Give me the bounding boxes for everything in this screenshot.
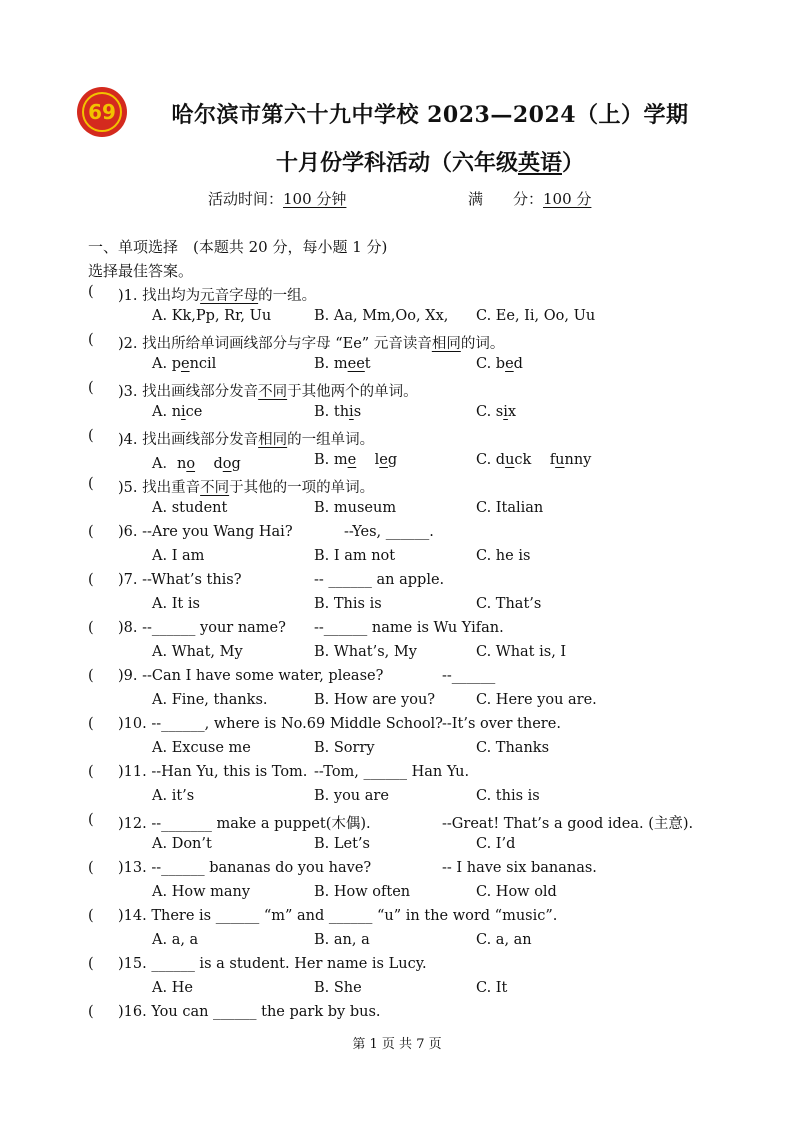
option-a[interactable]: A. Kk,Pp, Rr, Uu: [152, 308, 272, 324]
option-a[interactable]: A. Don’t: [152, 836, 212, 852]
question-number: )15.: [118, 956, 152, 972]
option-b[interactable]: B. museum: [314, 500, 397, 516]
answer-blank-open[interactable]: (: [88, 908, 94, 924]
exam-title: 哈尔滨市第六十九中学校 2023—2024（上）学期: [171, 102, 689, 128]
question-text: )1. 找出均为元音字母的一组。: [118, 288, 317, 304]
logo-mark: 69: [88, 100, 116, 124]
question-number: )13.: [118, 860, 152, 876]
exam-subtitle: 十月份学科活动（六年级英语）: [275, 150, 585, 176]
question-text: )2. 找出所给单词画线部分与字母 “Ee” 元音读音相同的词。: [118, 336, 505, 352]
option-b[interactable]: B. this: [314, 404, 362, 420]
score-info: 满 分：100 分: [468, 190, 592, 208]
option-c[interactable]: C. Thanks: [476, 740, 550, 756]
option-a[interactable]: A. What, My: [152, 644, 243, 660]
option-b[interactable]: B. Let’s: [314, 836, 370, 852]
school-logo: [76, 86, 128, 138]
answer-blank-open[interactable]: (: [88, 284, 94, 300]
question-number: )9.: [118, 668, 143, 684]
option-c[interactable]: C. What is, I: [476, 644, 567, 660]
question-number: )8.: [118, 620, 143, 636]
answer-blank-open[interactable]: (: [88, 620, 94, 636]
question-number: )5.: [118, 480, 143, 496]
question-number: )14.: [118, 908, 152, 924]
question-number: )11.: [118, 764, 152, 780]
option-b[interactable]: B. Sorry: [314, 740, 375, 756]
option-a[interactable]: A. it’s: [152, 788, 195, 804]
question-response: --Great! That’s a good idea. (主意).: [442, 816, 694, 832]
option-b[interactable]: B. meet: [314, 356, 371, 372]
question-text: )5. 找出重音不同于其他的一项的单词。: [118, 480, 375, 496]
question-number: )12.: [118, 816, 152, 832]
answer-blank-open[interactable]: (: [88, 428, 94, 444]
question-number: )16.: [118, 1004, 152, 1020]
question-text: )3. 找出画线部分发音不同于其他两个的单词。: [118, 384, 418, 400]
question-response: --Tom, ______ Han Yu.: [314, 764, 470, 780]
option-a[interactable]: A. Fine, thanks.: [152, 692, 268, 708]
option-c[interactable]: C. he is: [476, 548, 531, 564]
option-b[interactable]: B. How often: [314, 884, 411, 900]
question-response: -- ______ an apple.: [314, 572, 445, 588]
option-c[interactable]: C. duck funny: [476, 452, 592, 468]
option-c[interactable]: C. this is: [476, 788, 540, 804]
question-text: )16. You can ______ the park by bus.: [118, 1004, 381, 1020]
option-b[interactable]: B. How are you?: [314, 692, 436, 708]
option-b[interactable]: B. you are: [314, 788, 389, 804]
question-response: --Yes, ______.: [344, 524, 434, 540]
option-c[interactable]: C. six: [476, 404, 517, 420]
answer-blank-open[interactable]: (: [88, 716, 94, 732]
question-number: )10.: [118, 716, 152, 732]
question-text: )9. --Can I have some water, please?: [118, 668, 384, 684]
question-text: )14. There is ______ “m” and ______ “u” in the word “music”.: [118, 908, 558, 924]
question-text: )6. --Are you Wang Hai?: [118, 524, 293, 540]
option-b[interactable]: B. me leg: [314, 452, 398, 468]
question-text: )4. 找出画线部分发音相同的一组单词。: [118, 432, 375, 448]
question-number: )7.: [118, 572, 143, 588]
option-a[interactable]: A. nice: [152, 404, 203, 420]
option-c[interactable]: C. Italian: [476, 500, 544, 516]
option-c[interactable]: C. Here you are.: [476, 692, 597, 708]
question-number: )6.: [118, 524, 143, 540]
question-response: -- I have six bananas.: [442, 860, 597, 876]
section-instruction: 选择最佳答案。: [88, 262, 194, 280]
option-b[interactable]: B. She: [314, 980, 362, 996]
section-heading: 一、单项选择 (本题共 20 分，每小题 1 分): [88, 238, 388, 256]
option-a[interactable]: A. student: [152, 500, 228, 516]
answer-blank-open[interactable]: (: [88, 1004, 94, 1020]
question-text: )7. --What’s this?: [118, 572, 242, 588]
option-a[interactable]: A. Excuse me: [152, 740, 251, 756]
question-number: )4.: [118, 432, 143, 448]
answer-blank-open[interactable]: (: [88, 572, 94, 588]
answer-blank-open[interactable]: (: [88, 812, 94, 828]
option-b[interactable]: B. This is: [314, 596, 382, 612]
question-number: )2.: [118, 336, 143, 352]
question-text: )11. --Han Yu, this is Tom.: [118, 764, 308, 780]
option-a[interactable]: A．no dog: [152, 456, 241, 472]
option-b[interactable]: B. I am not: [314, 548, 396, 564]
answer-blank-open[interactable]: (: [88, 476, 94, 492]
option-a[interactable]: A. I am: [152, 548, 205, 564]
question-text: )12. --_______ make a puppet(木偶).: [118, 816, 371, 832]
option-c[interactable]: C. It: [476, 980, 508, 996]
option-a[interactable]: A. pencil: [152, 356, 217, 372]
question-text: )15. ______ is a student. Her name is Lucy.: [118, 956, 427, 972]
question-response: --______: [442, 668, 496, 684]
option-a[interactable]: A. How many: [152, 884, 251, 900]
answer-blank-open[interactable]: (: [88, 524, 94, 540]
answer-blank-open[interactable]: (: [88, 668, 94, 684]
page-footer: 第 1 页 共 7 页: [352, 1037, 442, 1052]
question-response: --It’s over there.: [442, 716, 561, 732]
time-info: 活动时间：100 分钟: [208, 190, 347, 208]
option-a[interactable]: A. a, a: [152, 932, 199, 948]
option-b[interactable]: B. Aa, Mm,Oo, Xx,: [314, 308, 449, 324]
option-c[interactable]: C. How old: [476, 884, 557, 900]
answer-blank-open[interactable]: (: [88, 332, 94, 348]
option-c[interactable]: C. That’s: [476, 596, 542, 612]
option-a[interactable]: A. It is: [152, 596, 200, 612]
question-number: )3.: [118, 384, 143, 400]
option-c[interactable]: C. Ee, Ii, Oo, Uu: [476, 308, 596, 324]
answer-blank-open[interactable]: (: [88, 764, 94, 780]
question-text: )10. --______, where is No.69 Middle School?: [118, 716, 443, 732]
option-c[interactable]: C. bed: [476, 356, 523, 372]
option-a[interactable]: A. He: [152, 980, 193, 996]
question-text: )8. --______ your name?: [118, 620, 286, 636]
answer-blank-open[interactable]: (: [88, 956, 94, 972]
answer-blank-open[interactable]: (: [88, 860, 94, 876]
option-c[interactable]: C. a, an: [476, 932, 532, 948]
answer-blank-open[interactable]: (: [88, 380, 94, 396]
question-text: )13. --______ bananas do you have?: [118, 860, 372, 876]
option-b[interactable]: B. an, a: [314, 932, 370, 948]
question-response: --______ name is Wu Yifan.: [314, 620, 504, 636]
question-number: )1.: [118, 288, 143, 304]
option-b[interactable]: B. What’s, My: [314, 644, 417, 660]
option-c[interactable]: C. I’d: [476, 836, 516, 852]
